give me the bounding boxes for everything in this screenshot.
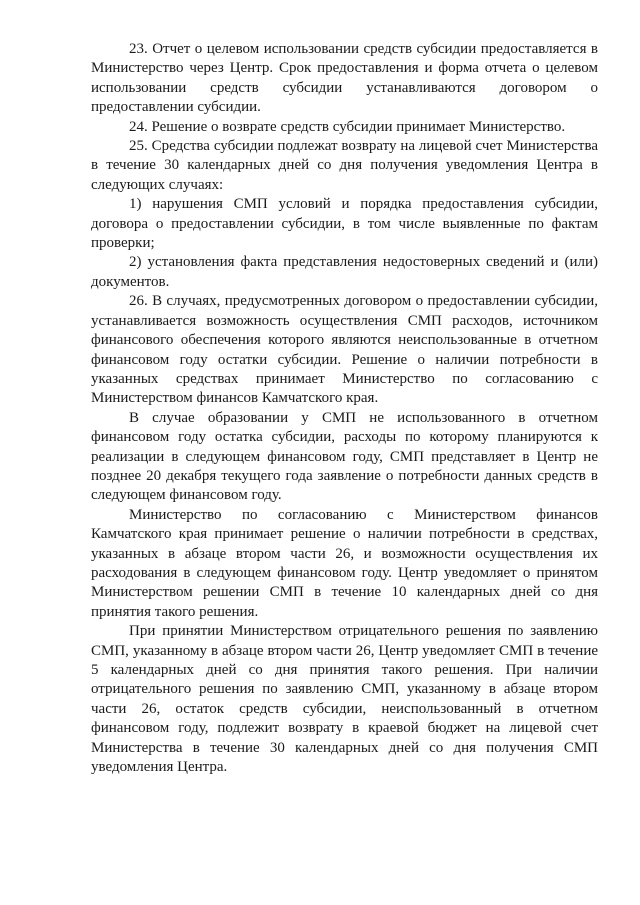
paragraph-25: 25. Средства субсидии подлежат возврату на лицевой счет Министерства в течение 30 календарных дней со дня получения уведомления Центра в следующих случаях:	[91, 138, 598, 193]
paragraph-26-abzac-3: Министерство по согласованию с Министерством финансов Камчатского края принимает решение о наличии потребности в средствах, указанных в абзаце втором части 26, и возможности осуществления их расходования в следующем финансовом году. Центр уведомляет о принятом Министерством решении СМП в течение 10 календарных дней со дня принятия такого решения.	[91, 506, 598, 620]
paragraph-26: 26. В случаях, предусмотренных договором о предоставлении субсидии, устанавливается возможность осуществления СМП расходов, источником финансового обеспечения которого являются неиспользованные в отчетном финансовом году остатки субсидии. Решение о наличии потребности в указанных средствах принимает Министерство по согласованию с Министерством финансов Камчатского края.	[91, 293, 598, 407]
paragraph-26-abzac-2: В случае образовании у СМП не использованного в отчетном финансовом году остатка субсидии, расходы по которому планируются к реализации в следующем финансовом году, СМП представляет в Центр не позднее 20 декабря текущего года заявление о потребности данных средств в следующем финансовом году.	[91, 409, 598, 504]
paragraph-23: 23. Отчет о целевом использовании средств субсидии предоставляется в Министерство через Центр. Срок предоставления и форма отчета о целевом использовании средств субсидии устанавливаются договором о предоставлении субсидии.	[91, 41, 598, 116]
paragraph-25-item-2: 2) установления факта представления недостоверных сведений и (или) документов.	[91, 254, 598, 290]
paragraph-24: 24. Решение о возврате средств субсидии принимает Министерство.	[129, 118, 566, 135]
paragraph-26-abzac-4: При принятии Министерством отрицательного решения по заявлению СМП, указанному в абзаце втором части 26, Центр уведомляет СМП в течение 5 календарных дней со дня принятия такого решения. При наличии отрицательного решения по заявлению СМП, указанному в абзаце втором части 26, остаток средств субсидии, неиспользованный в отчетном финансовом году, подлежит возврату в краевой бюджет на лицевой счет Министерства в течение 30 календарных дней со дня получения СМП уведомления Центра.	[91, 623, 598, 776]
document-page	[91, 40, 598, 777]
paragraph-25-item-1: 1) нарушения СМП условий и порядка предоставления субсидии, договора о предоставлении субсидии, в том числе выявленные по фактам проверки;	[91, 196, 598, 252]
